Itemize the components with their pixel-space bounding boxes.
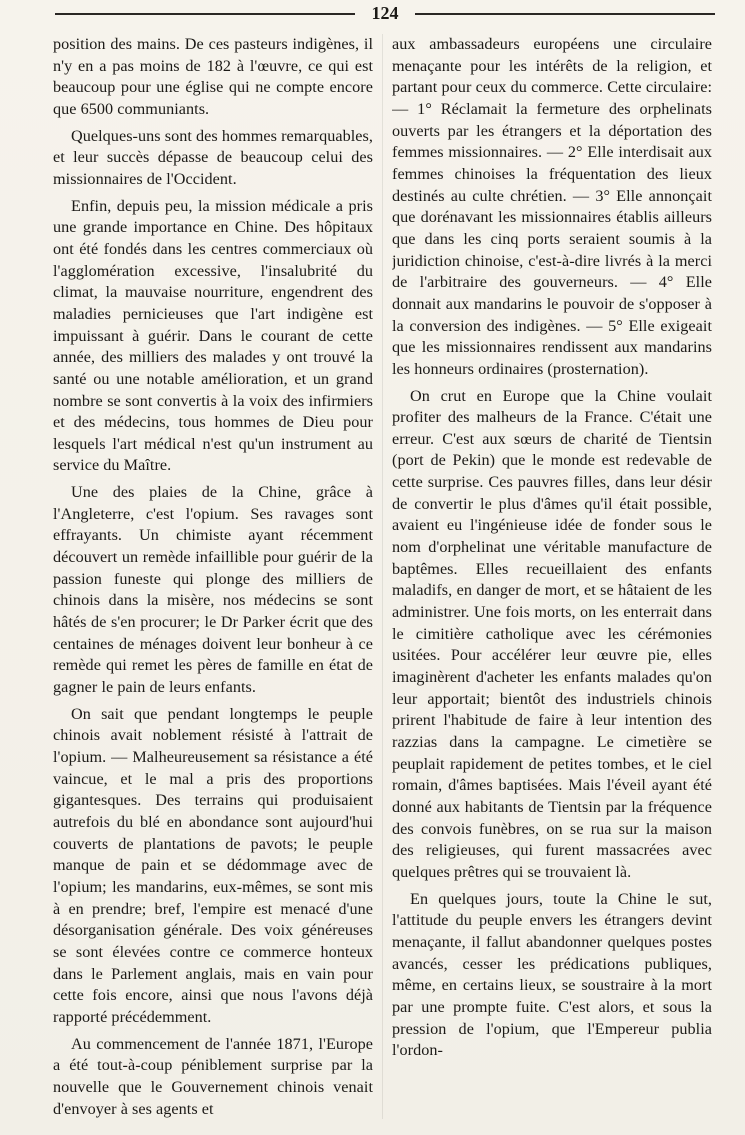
left-column [53, 34, 373, 1119]
right-column [392, 34, 712, 1119]
header-rule-left [55, 13, 355, 15]
paragraph: En quelques jours, toute la Chine le sut, l'attitude du peuple envers les étrangers devint menaçante, il fallut abandonner quelques postes avancés, cesser les prédications publiques, même, en certains lieux, se soustraire à la mort par une prompte fuite. C'est alors, et sous la pression de l'opium, que l'Empereur publia l'ordon- [392, 889, 712, 1060]
paragraph: Une des plaies de la Chine, grâce à l'Angleterre, c'est l'opium. Ses ravages sont effrayants. Un chimiste ayant récemment découvert un remède infaillible pour guérir de la passion funeste qui plonge des milliers de chinois dans la misère, nos médecins se sont hâtés de s'en procurer; le Dr Parker écrit que des centaines de ménages doivent leur bonheur à ce remède qui remet les pères de famille en état de gagner le pain de leurs enfants. [53, 483, 373, 697]
paragraph: On crut en Europe que la Chine voulait profiter des malheurs de la France. C'était une erreur. C'est aux sœurs de charité de Tientsin (port de Pekin) que le monde est redevable de cette surprise. Ces pauvres filles, dans leur désir de convertir le plus d'âmes qu'il était possible, avaient eu l'ingénieuse idée de fonder sous le nom d'orphelinat une véritable manufacture de baptêmes. Elles recueillaient des enfants maladifs, en danger de mort, et se hâtaient de les administrer. Une fois morts, on les enterrait dans le cimitière catholique avec les cérémonies usitées. Pour accélérer leur œuvre pie, elles imaginèrent d'acheter les enfants malades qu'on leur apportait; bientôt des industriels chinois prirent l'habitude de faire à leur intention des razzias dans la campagne. Le cimetière se peuplait rapidement de petites tombes, et le ciel romain, d'âmes baptisées. Mais l'éveil ayant été donné aux habitants de Tientsin par la fréquence des convois funèbres, on se rua sur la maison des religieuses, qui furent massacrées avec quelques prêtres qui se trouvaient là. [392, 386, 712, 881]
paragraph: aux ambassadeurs européens une circulaire menaçante pour les intérêts de la religion, et partant pour ceux du commerce. Cette circulaire: — 1° Réclamait la fermeture des orphelinats ouverts par les étrangers et la déportation des femmes missionnaires. — 2° Elle interdisait aux femmes chinoises la fréquentation des lieux destinés au culte chrétien. — 3° Elle annonçait que dorénavant les missionnaires établis ailleurs que dans les cinq ports seraient soumis à la juridiction chinoise, c'est-à-dire livrés à la merci de l'arbitraire des gouverneurs. — 4° Elle donnait aux mandarins le pouvoir de s'opposer à la conversion des indigènes. — 5° Elle exigeait que les missionnaires rendissent aux mandarins les honneurs ordinaires (prosternation). [392, 35, 712, 378]
page-header [55, 2, 715, 24]
paragraph: On sait que pendant longtemps le peuple chinois avait noblement résisté à l'attrait de l'opium. — Malheureusement sa résistance a été vaincue, et le mal a pris des proportions gigantesques. Des terrains qui produisaient autrefois du blé en abondance sont aujourd'hui couverts de plantations de pavots; le peuple manque de pain et se dédommage avec de l'opium; les mandarins, eux-mêmes, se sont mis à en prendre; bref, l'empire est menacé d'une désorganisation générale. Des voix généreuses se sont élevées contre ce commerce honteux dans le Parlement anglais, mais en vain pour cette fois encore, ainsi que nous l'avons déjà rapporté précédemment. [53, 704, 373, 1026]
page-number: 124 [371, 3, 399, 23]
paragraph: Enfin, depuis peu, la mission médicale a pris une grande importance en Chine. Des hôpitaux ont été fondés dans les centres commerciaux où l'agglomération excessive, l'insalubrité du climat, la mauvaise nourriture, engendrent des maladies pernicieuses que l'art indigène est impuissant à guérir. Dans le courant de cette année, des milliers des malades y ont trouvé la santé ou une notable amélioration, et un grand nombre se sont convertis à la voix des infirmiers et des médecins, tous hommes de Dieu pour lesquels l'art médical n'est qu'un instrument au service du Maître. [53, 196, 373, 475]
header-rule-right [415, 13, 715, 15]
column-divider [382, 34, 383, 1119]
paragraph: Au commencement de l'année 1871, l'Europe a été tout-à-coup péniblement surprise par la nouvelle que le Gouvernement chinois venait d'envoyer à ses agents et [53, 1034, 373, 1118]
paragraph: Quelques-uns sont des hommes remarquables, et leur succès dépasse de beaucoup celui des missionnaires de l'Occident. [53, 126, 373, 188]
paragraph: position des mains. De ces pasteurs indigènes, il n'y en a pas moins de 182 à l'œuvre, ce qui est beaucoup pour une église qui ne compte encore que 6500 communiants. [53, 35, 373, 118]
